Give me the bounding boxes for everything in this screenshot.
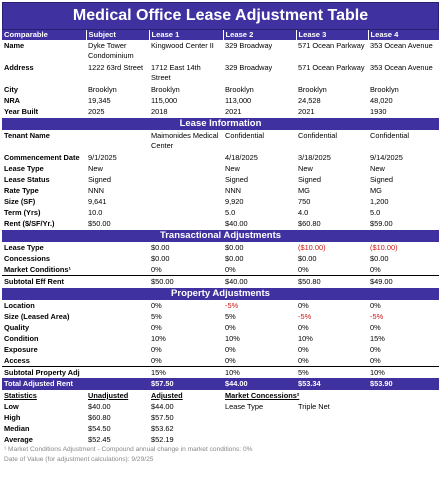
column-header-row bbox=[2, 30, 439, 40]
lease-information-title: Lease Information bbox=[2, 118, 439, 131]
cell-value: 15% bbox=[370, 334, 385, 343]
cell-value: Signed bbox=[298, 175, 322, 184]
cell-value: New bbox=[370, 164, 385, 173]
prop-row-exposure bbox=[2, 344, 439, 355]
cell-value: 0% bbox=[370, 301, 381, 310]
cell-value: ($10.00) bbox=[370, 243, 398, 252]
cell-value: 2018 bbox=[151, 107, 168, 116]
table-title: Medical Office Lease Adjustment Table bbox=[2, 2, 439, 30]
statistics-header-row bbox=[2, 390, 439, 401]
cell-value: $40.00 bbox=[225, 219, 248, 228]
property-adjustments-header bbox=[2, 288, 439, 301]
lease-row-lease-type bbox=[2, 163, 439, 174]
prop-row-access bbox=[2, 355, 439, 367]
row-label: Name bbox=[4, 41, 25, 50]
cell-value: 5.0 bbox=[225, 208, 236, 217]
cell-value: 1712 East 14th Street bbox=[151, 63, 201, 82]
cell-value: 750 bbox=[298, 197, 311, 206]
row-label: Lease Type bbox=[4, 164, 44, 173]
cell-value: Confidential bbox=[225, 131, 265, 140]
column-header-lease-2: Lease 2 bbox=[223, 30, 296, 40]
row-label: Rent ($/SF/Yr.) bbox=[4, 219, 55, 228]
row-label: Low bbox=[4, 402, 19, 411]
cell-value: Signed bbox=[88, 175, 112, 184]
prop-row-quality bbox=[2, 322, 439, 333]
cell-value: Brooklyn bbox=[298, 85, 327, 94]
cell-value bbox=[86, 344, 149, 355]
cell-value bbox=[86, 333, 149, 344]
cell-value: $53.90 bbox=[368, 378, 439, 390]
cell-value: Maimonides Medical Center bbox=[151, 131, 219, 150]
row-label: Tenant Name bbox=[4, 131, 50, 140]
cell-value bbox=[86, 378, 149, 390]
subtotal-eff-rent-row bbox=[2, 276, 439, 288]
transactional-adjustments-header bbox=[2, 230, 439, 243]
lease-row-term-yrs bbox=[2, 207, 439, 218]
cell-value: -5% bbox=[225, 301, 239, 310]
row-label: Size (Leased Area) bbox=[4, 312, 70, 321]
cell-value bbox=[86, 300, 149, 311]
cell-value: $40.00 bbox=[223, 276, 296, 288]
cell-value: 1,200 bbox=[370, 197, 389, 206]
cell-value: 0% bbox=[298, 356, 309, 365]
transactional-adjustments-title: Transactional Adjustments bbox=[2, 230, 439, 243]
cell-value: $0.00 bbox=[370, 254, 389, 263]
cell-value: $50.00 bbox=[149, 276, 223, 288]
blank-cell bbox=[368, 412, 439, 423]
cell-value bbox=[86, 355, 149, 367]
row-label: Rate Type bbox=[4, 186, 39, 195]
cell-value bbox=[149, 152, 223, 163]
adjusted-value: $57.50 bbox=[151, 413, 174, 422]
cell-value: Brooklyn bbox=[88, 85, 117, 94]
statistics-row-average bbox=[2, 434, 439, 445]
cell-value: $0.00 bbox=[225, 243, 244, 252]
cell-value: 9/1/2025 bbox=[88, 153, 117, 162]
cell-value: 0% bbox=[370, 356, 381, 365]
trans-row-lease-type bbox=[2, 242, 439, 253]
cell-value: 0% bbox=[151, 323, 162, 332]
row-label: Address bbox=[4, 63, 34, 72]
cell-value bbox=[86, 264, 149, 276]
column-header-lease-1: Lease 1 bbox=[149, 30, 223, 40]
cell-value: 329 Broadway bbox=[225, 41, 273, 50]
lease-row-lease-status bbox=[2, 174, 439, 185]
blank-cell bbox=[223, 434, 296, 445]
statistics-row-low bbox=[2, 401, 439, 412]
cell-value bbox=[86, 367, 149, 379]
row-label: Location bbox=[4, 301, 35, 310]
cell-value: 353 Ocean Avenue bbox=[370, 41, 433, 50]
unadjusted-label: Unadjusted bbox=[88, 391, 129, 400]
cell-value: 9,920 bbox=[225, 197, 244, 206]
property-row-nra bbox=[2, 95, 439, 106]
cell-value: MG bbox=[370, 186, 382, 195]
cell-value: 329 Broadway bbox=[225, 63, 273, 72]
cell-value: Dyke Tower Condominium bbox=[88, 41, 134, 60]
cell-value: 5% bbox=[225, 312, 236, 321]
column-header-subject: Subject bbox=[86, 30, 149, 40]
blank-cell bbox=[296, 412, 368, 423]
cell-value: 2021 bbox=[298, 107, 315, 116]
cell-value: 571 Ocean Parkway bbox=[298, 41, 365, 50]
cell-value: 0% bbox=[225, 265, 236, 274]
row-label: Subtotal Eff Rent bbox=[2, 276, 86, 288]
cell-value: $0.00 bbox=[225, 254, 244, 263]
footnote-market-conditions: ¹ Market Conditions Adjustment - Compound annual change in market conditions: 0% bbox=[4, 446, 253, 453]
column-header-lease-4: Lease 4 bbox=[368, 30, 439, 40]
cell-value bbox=[86, 242, 149, 253]
cell-value bbox=[86, 130, 149, 152]
property-row-year-built bbox=[2, 106, 439, 118]
prop-row-size-leased-area bbox=[2, 311, 439, 322]
prop-row-condition bbox=[2, 333, 439, 344]
cell-value: Kingwood Center II bbox=[151, 41, 214, 50]
cell-value: 0% bbox=[298, 265, 309, 274]
cell-value: 4/18/2025 bbox=[225, 153, 258, 162]
unadjusted-value: $40.00 bbox=[88, 402, 111, 411]
cell-value: New bbox=[298, 164, 313, 173]
adjusted-label: Adjusted bbox=[151, 391, 183, 400]
adjusted-value: $52.19 bbox=[151, 435, 174, 444]
cell-value: 10% bbox=[298, 334, 313, 343]
property-row-city bbox=[2, 84, 439, 95]
unadjusted-value: $60.80 bbox=[88, 413, 111, 422]
blank-cell bbox=[368, 423, 439, 434]
row-label: High bbox=[4, 413, 21, 422]
row-label: Market Conditions¹ bbox=[4, 265, 71, 274]
lease-information-header bbox=[2, 118, 439, 131]
cell-value: 1222 63rd Street bbox=[88, 63, 144, 72]
trans-row-concessions bbox=[2, 253, 439, 264]
row-label: Concessions bbox=[4, 254, 51, 263]
row-label: Exposure bbox=[4, 345, 38, 354]
cell-value: -5% bbox=[370, 312, 384, 321]
cell-value: 0% bbox=[298, 323, 309, 332]
cell-value: 10% bbox=[225, 334, 240, 343]
cell-value: 4.0 bbox=[298, 208, 309, 217]
cell-value: 113,000 bbox=[225, 96, 252, 105]
cell-value: 0% bbox=[151, 301, 162, 310]
adjustment-table bbox=[2, 30, 439, 445]
column-header-lease-3: Lease 3 bbox=[296, 30, 368, 40]
row-label: Commencement Date bbox=[4, 153, 80, 162]
cell-value: 5.0 bbox=[370, 208, 381, 217]
row-label: Subtotal Property Adj bbox=[2, 367, 86, 379]
cell-value bbox=[86, 276, 149, 288]
cell-value bbox=[149, 185, 223, 196]
row-label: Condition bbox=[4, 334, 39, 343]
lease-row-tenant-name bbox=[2, 130, 439, 152]
lease-row-rate-type bbox=[2, 185, 439, 196]
blank-cell bbox=[368, 434, 439, 445]
row-label: Average bbox=[4, 435, 33, 444]
property-row-name bbox=[2, 40, 439, 62]
cell-value: 10.0 bbox=[88, 208, 103, 217]
row-label: Lease Status bbox=[4, 175, 50, 184]
cell-value: $60.80 bbox=[298, 219, 321, 228]
cell-value: 2021 bbox=[225, 107, 242, 116]
cell-value: Signed bbox=[225, 175, 249, 184]
concession-lease-type-value: Triple Net bbox=[298, 402, 330, 411]
cell-value: MG bbox=[298, 186, 310, 195]
blank-cell bbox=[296, 434, 368, 445]
trans-row-market-conditions bbox=[2, 264, 439, 276]
cell-value bbox=[149, 196, 223, 207]
cell-value bbox=[86, 311, 149, 322]
cell-value: NNN bbox=[225, 186, 242, 195]
cell-value: 15% bbox=[149, 367, 223, 379]
row-label: Quality bbox=[4, 323, 30, 332]
cell-value bbox=[86, 322, 149, 333]
cell-value: $0.00 bbox=[151, 243, 170, 252]
cell-value: 353 Ocean Avenue bbox=[370, 63, 433, 72]
cell-value: 24,528 bbox=[298, 96, 321, 105]
cell-value bbox=[149, 207, 223, 218]
cell-value: Brooklyn bbox=[225, 85, 254, 94]
lease-row-rent-sf-yr bbox=[2, 218, 439, 230]
cell-value: $50.80 bbox=[296, 276, 368, 288]
cell-value: $0.00 bbox=[151, 254, 170, 263]
cell-value: $59.00 bbox=[370, 219, 393, 228]
cell-value: 0% bbox=[370, 345, 381, 354]
cell-value: 571 Ocean Parkway bbox=[298, 63, 365, 72]
cell-value: 19,345 bbox=[88, 96, 111, 105]
cell-value: Confidential bbox=[370, 131, 410, 140]
row-label: Median bbox=[4, 424, 30, 433]
cell-value: New bbox=[88, 164, 103, 173]
cell-value bbox=[149, 218, 223, 230]
property-row-address bbox=[2, 62, 439, 84]
row-label: Lease Type bbox=[4, 243, 44, 252]
cell-value: 3/18/2025 bbox=[298, 153, 331, 162]
cell-value: 0% bbox=[151, 265, 162, 274]
lease-row-size-sf bbox=[2, 196, 439, 207]
blank-cell bbox=[368, 401, 439, 412]
cell-value bbox=[86, 253, 149, 264]
cell-value: 0% bbox=[298, 345, 309, 354]
prop-row-location bbox=[2, 300, 439, 311]
cell-value: 0% bbox=[370, 265, 381, 274]
cell-value: $49.00 bbox=[368, 276, 439, 288]
row-label: Term (Yrs) bbox=[4, 208, 41, 217]
statistics-label: Statistics bbox=[4, 391, 37, 400]
statistics-row-median bbox=[2, 423, 439, 434]
blank-cell bbox=[223, 423, 296, 434]
cell-value: 1930 bbox=[370, 107, 387, 116]
lease-adjustment-sheet bbox=[2, 2, 439, 465]
cell-value: 48,020 bbox=[370, 96, 393, 105]
row-label: Size (SF) bbox=[4, 197, 36, 206]
concession-lease-type-label: Lease Type bbox=[225, 402, 264, 411]
row-label: Access bbox=[4, 356, 30, 365]
cell-value: 10% bbox=[151, 334, 166, 343]
cell-value: 9/14/2025 bbox=[370, 153, 403, 162]
cell-value: NNN bbox=[88, 186, 105, 195]
cell-value: 9,641 bbox=[88, 197, 107, 206]
cell-value bbox=[149, 163, 223, 174]
cell-value: $53.34 bbox=[296, 378, 368, 390]
cell-value bbox=[149, 174, 223, 185]
row-label: NRA bbox=[4, 96, 21, 105]
cell-value: $44.00 bbox=[223, 378, 296, 390]
cell-value: 2025 bbox=[88, 107, 105, 116]
cell-value: 0% bbox=[225, 345, 236, 354]
cell-value: 0% bbox=[225, 356, 236, 365]
row-label: Total Adjusted Rent bbox=[2, 378, 86, 390]
column-header-comparable: Comparable bbox=[2, 30, 86, 40]
row-label: Year Built bbox=[4, 107, 39, 116]
adjusted-value: $44.00 bbox=[151, 402, 174, 411]
property-adjustments-title: Property Adjustments bbox=[2, 288, 439, 301]
cell-value: 0% bbox=[151, 356, 162, 365]
subtotal-property-adj-row bbox=[2, 367, 439, 379]
unadjusted-value: $54.50 bbox=[88, 424, 111, 433]
cell-value: Signed bbox=[370, 175, 394, 184]
cell-value: Confidential bbox=[298, 131, 338, 140]
cell-value: New bbox=[225, 164, 240, 173]
cell-value: 0% bbox=[151, 345, 162, 354]
cell-value: $57.50 bbox=[149, 378, 223, 390]
cell-value: -5% bbox=[298, 312, 312, 321]
total-adjusted-rent-row bbox=[2, 378, 439, 390]
lease-row-commencement-date bbox=[2, 152, 439, 163]
market-concessions-label: Market Concessions² bbox=[225, 391, 300, 400]
cell-value: 115,000 bbox=[151, 96, 178, 105]
cell-value: 0% bbox=[370, 323, 381, 332]
cell-value: Brooklyn bbox=[151, 85, 180, 94]
blank-cell bbox=[223, 412, 296, 423]
cell-value: Brooklyn bbox=[370, 85, 399, 94]
cell-value: 5% bbox=[151, 312, 162, 321]
adjusted-value: $53.62 bbox=[151, 424, 174, 433]
blank-cell bbox=[296, 423, 368, 434]
cell-value: ($10.00) bbox=[298, 243, 326, 252]
cell-value: $0.00 bbox=[298, 254, 317, 263]
cell-value: 10% bbox=[368, 367, 439, 379]
cell-value: 5% bbox=[296, 367, 368, 379]
unadjusted-value: $52.45 bbox=[88, 435, 111, 444]
statistics-row-high bbox=[2, 412, 439, 423]
row-label: City bbox=[4, 85, 18, 94]
cell-value: 10% bbox=[223, 367, 296, 379]
cell-value: 0% bbox=[298, 301, 309, 310]
footnote-date-of-value: Date of Value (for adjustment calculations): 9/29/25 bbox=[4, 456, 154, 463]
blank-cell bbox=[368, 390, 439, 401]
cell-value: 0% bbox=[225, 323, 236, 332]
cell-value: $50.00 bbox=[88, 219, 111, 228]
